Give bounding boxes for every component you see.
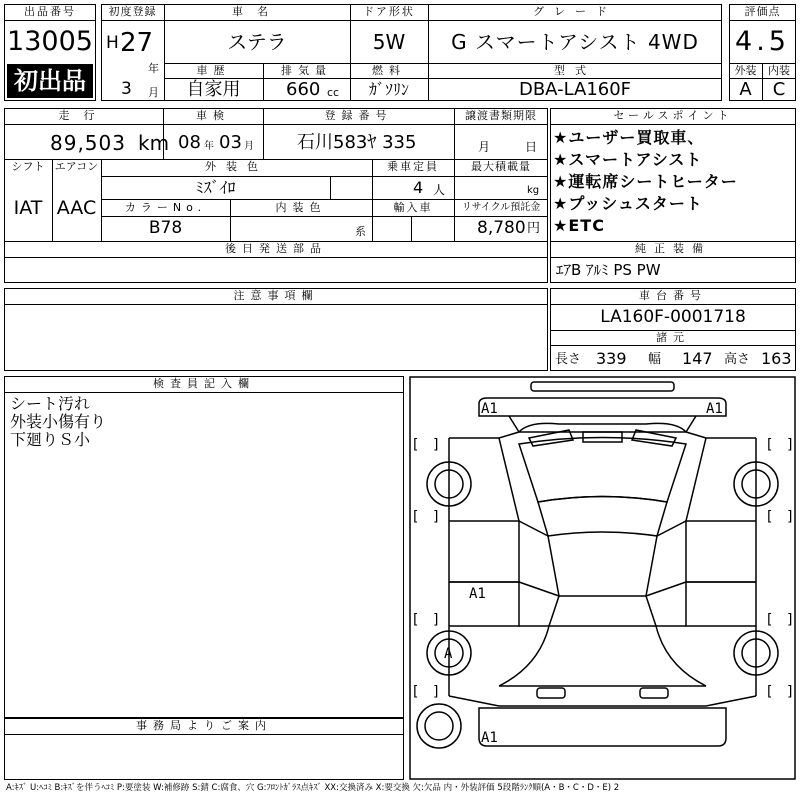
fuel-value: ｶﾞｿﾘﾝ: [368, 80, 409, 99]
details-box: [4, 108, 548, 242]
displacement-value: 660: [286, 79, 321, 100]
reg-number: 石川583ﾔ 335: [297, 132, 417, 153]
import-label: 輸入車: [393, 201, 433, 214]
grade-label: グレード: [533, 5, 617, 18]
sales-point-5: ★ETC: [553, 216, 605, 235]
series-unit: 系: [355, 225, 366, 238]
svg-text:[: [: [413, 612, 419, 628]
notes-label: 注意事項欄: [233, 289, 319, 302]
color-no-label: カラーNo.: [124, 201, 207, 214]
sales-points-label: セールスポイント: [613, 109, 733, 122]
svg-text:[: [: [767, 437, 773, 453]
inspector-note-1: シート汚れ: [10, 394, 91, 413]
sales-point-4: ★プッシュスタート: [553, 194, 703, 213]
svg-text:[: [: [413, 509, 419, 525]
capacity-value: 4: [413, 178, 424, 197]
length-value: 339: [596, 349, 627, 368]
recycle-value: 8,780: [477, 218, 526, 238]
mileage-label: 走行: [58, 109, 109, 122]
history-value: 自家用: [186, 79, 241, 100]
chassis-label: 車台番号: [639, 289, 707, 302]
damage-mark-left-side: A1: [469, 586, 486, 602]
later-parts-label: 後日発送部品: [225, 242, 327, 255]
shift-label: シフト: [11, 160, 45, 173]
svg-text:]: ]: [433, 612, 439, 628]
inspection-year: 08: [178, 132, 201, 153]
displacement-label: 排気量: [281, 64, 332, 77]
damage-mark-front-right: A1: [706, 401, 723, 417]
damage-mark-front-left: A1: [481, 401, 498, 417]
deadline-month-unit: 月: [478, 140, 491, 154]
inspection-label: 車検: [196, 109, 230, 122]
fuel-label: 燃料: [372, 64, 406, 77]
svg-text:]: ]: [433, 684, 439, 700]
year-unit: 年: [148, 62, 159, 75]
model-code: DBA-LA160F: [518, 79, 632, 100]
lot-number: 13005: [7, 26, 93, 57]
kg-unit: kg: [527, 185, 540, 196]
car-name: ステラ: [227, 30, 287, 54]
damage-mark-rear-left: A1: [481, 730, 498, 746]
score-label: 評価点: [744, 5, 781, 18]
svg-text:]: ]: [787, 612, 793, 628]
svg-text:]: ]: [433, 509, 439, 525]
km-unit: km: [138, 131, 170, 155]
inspector-note-3: 下廻りＳ小: [10, 430, 91, 449]
recycle-label: リサイクル預託金: [461, 202, 541, 213]
interior-label: 内装: [768, 64, 790, 77]
inspection-month-unit: 月: [244, 141, 254, 152]
aircon-label: エアコン: [54, 160, 99, 173]
length-label: 長さ: [555, 352, 582, 367]
model-code-label: 型式: [554, 64, 596, 77]
max-load-label: 最大積載量: [471, 160, 531, 173]
dimensions-label: 諸元: [656, 331, 690, 344]
damage-mark-left-wheel: A: [444, 646, 453, 662]
grade: G スマートアシスト 4WD: [451, 30, 699, 54]
inspector-note-2: 外装小傷有り: [10, 412, 107, 431]
reg-month: 3: [121, 79, 132, 99]
inspection-month: 03: [219, 132, 242, 153]
inspection-year-unit: 年: [204, 141, 214, 152]
height-label: 高さ: [724, 352, 751, 367]
genuine-equipment-value: ｴｱB ｱﾙﾐ PS PW: [556, 261, 661, 279]
ext-color-value: ﾐｽﾞｲﾛ: [195, 178, 236, 197]
svg-text:]: ]: [787, 437, 793, 453]
genuine-equipment-label: 純正装備: [635, 242, 711, 255]
cc-unit: cc: [327, 86, 340, 99]
svg-text:[: [: [413, 437, 419, 453]
capacity-label: 乗車定員: [387, 160, 439, 173]
sales-point-3: ★運転席シートヒーター: [553, 172, 738, 191]
month-unit: 月: [148, 86, 159, 99]
interior-grade: C: [772, 79, 786, 100]
width-label: 幅: [648, 352, 662, 367]
chassis-number: LA160F-0001718: [600, 307, 746, 327]
svg-text:]: ]: [433, 437, 439, 453]
yen-unit: 円: [527, 221, 541, 236]
inspector-label: 検査員記入欄: [153, 377, 255, 390]
lot-number-label: 出品番号: [24, 5, 76, 18]
first-sale-label: 初出品: [14, 67, 86, 95]
svg-text:[: [: [767, 684, 773, 700]
color-no-value: B78: [148, 218, 183, 238]
damage-diagram: [409, 376, 796, 780]
person-unit: 人: [433, 183, 446, 197]
height-value: 163: [761, 349, 792, 368]
transfer-deadline-label: 譲渡書類期限: [465, 109, 537, 122]
deadline-day-unit: 日: [525, 140, 538, 154]
shift-value: IAT: [13, 197, 43, 219]
int-color-label: 内装色: [275, 201, 327, 214]
reg-number-label: 登録番号: [324, 109, 393, 122]
svg-text:]: ]: [787, 684, 793, 700]
car-name-label: 車名: [232, 5, 282, 18]
sales-point-1: ★ユーザー買取車、: [553, 128, 705, 147]
office-label: 事務局よりご案内: [136, 719, 272, 732]
svg-text:[: [: [767, 509, 773, 525]
history-label: 車歴: [196, 64, 231, 77]
mileage-value: 89,503: [50, 131, 126, 155]
aircon-value: AAC: [56, 197, 97, 219]
ext-color-label: 外装色: [205, 160, 268, 173]
legend-text: A:ｷｽﾞ U:ﾍｺﾐ B:ｷｽﾞを伴うﾍｺﾐ P:要塗装 W:補修跡 S:錆 C:腐食、穴 G:ﾌﾛﾝﾄｶﾞﾗｽ点ｷｽﾞ XX:交換済み X:要交換 欠:欠品 内・外装評価 5段階ﾗﾝｸ順(A・B・C・D・E) 2: [6, 783, 620, 793]
door-type-label: ドア形状: [363, 5, 415, 18]
svg-text:[: [: [767, 612, 773, 628]
exterior-grade: A: [739, 79, 752, 100]
reg-year: 27: [120, 28, 154, 58]
first-reg-label: 初度登録: [108, 5, 157, 18]
score-value: 4.5: [735, 26, 790, 57]
exterior-label: 外装: [734, 64, 757, 77]
door-type: 5W: [372, 30, 406, 54]
sales-point-2: ★スマートアシスト: [553, 150, 703, 169]
era-letter: H: [106, 33, 119, 53]
svg-text:[: [: [413, 684, 419, 700]
svg-text:]: ]: [787, 509, 793, 525]
width-value: 147: [682, 349, 713, 368]
